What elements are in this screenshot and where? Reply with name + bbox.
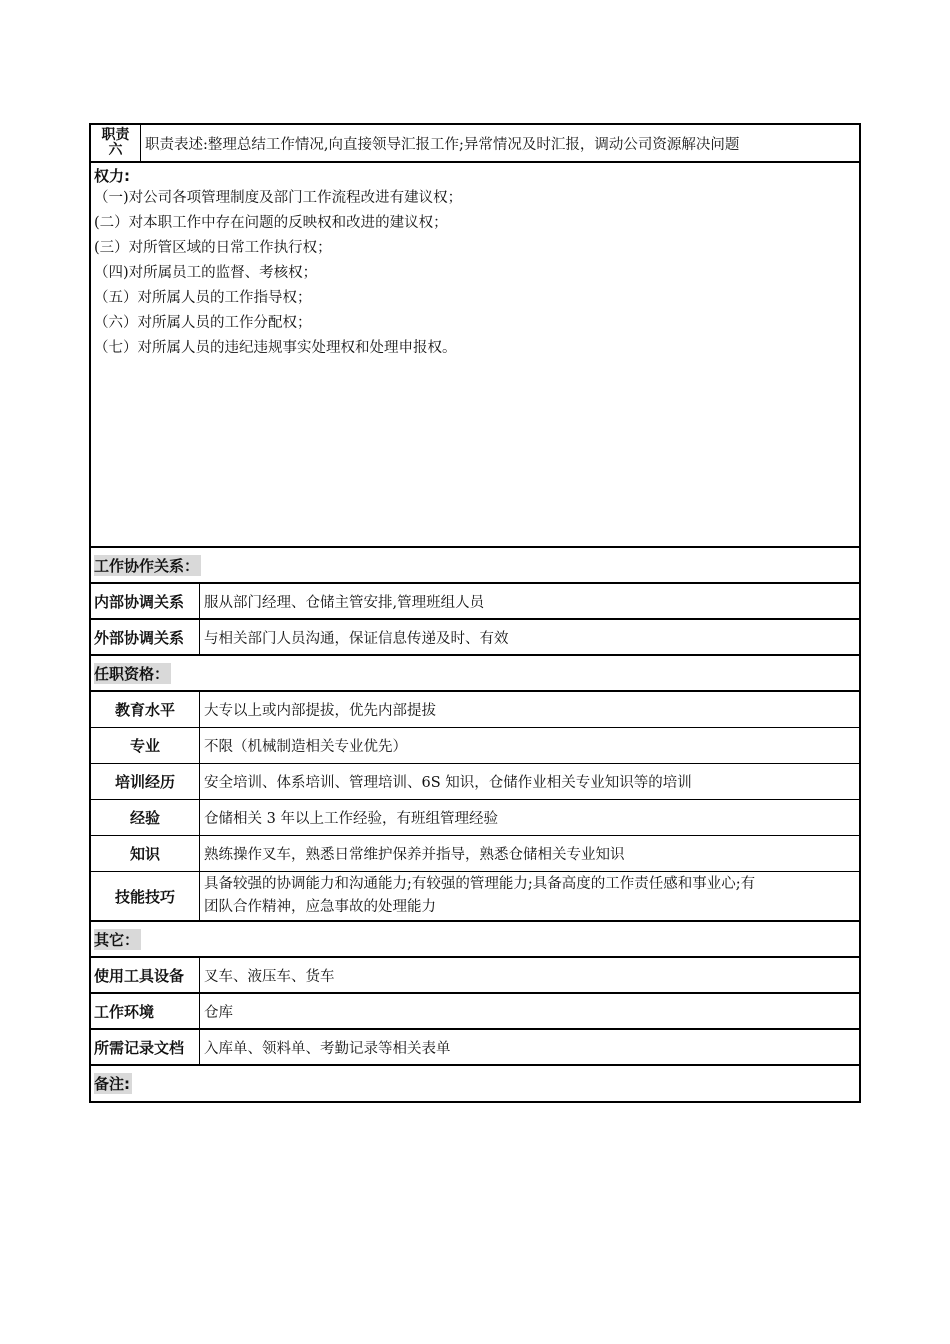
- environment-label: 工作环境: [91, 994, 200, 1028]
- internal-coordination-row: [91, 584, 859, 620]
- powers-item: (二）对本职工作中存在问题的反映权和改进的建议权；: [94, 215, 448, 231]
- powers-item: （五）对所属人员的工作指导权；: [94, 290, 312, 306]
- internal-coordination-label: 内部协调关系: [91, 584, 200, 618]
- other-header-row: [91, 922, 859, 958]
- cooperation-title: [91, 548, 859, 582]
- other-title: [91, 922, 859, 956]
- external-coordination-label: 外部协调关系: [91, 620, 200, 654]
- education-value: 大专以上或内部提拔，优先内部提拔: [204, 703, 436, 719]
- powers-item: （四)对所属员工的监督、考核权；: [94, 265, 318, 281]
- powers-item: （六）对所属人员的工作分配权；: [94, 315, 312, 331]
- remarks-title: [91, 1066, 859, 1101]
- qualification-row: [91, 836, 859, 872]
- records-value: 入库单、领料单、考勤记录等相关表单: [204, 1040, 451, 1057]
- cooperation-header-row: [91, 548, 859, 584]
- qualification-row: [91, 692, 859, 728]
- environment-value: 仓库: [204, 1004, 233, 1021]
- duty-label-line1: 职责: [101, 127, 130, 143]
- qualification-row: [91, 800, 859, 836]
- major-value: 不限（机械制造相关专业优先）: [204, 739, 407, 755]
- powers-section: [91, 163, 859, 548]
- training-label: 培训经历: [91, 764, 200, 799]
- skills-label: 技能技巧: [91, 872, 200, 920]
- major-label: 专业: [91, 728, 200, 763]
- cooperation-title-text: 工作协作关系：: [94, 556, 200, 575]
- powers-title: 权力:: [94, 167, 130, 185]
- experience-label: 经验: [91, 800, 200, 835]
- experience-value: 仓储相关 3 年以上工作经验，有班组管理经验: [204, 811, 498, 827]
- duty-label-line2: 六: [108, 142, 123, 158]
- skills-line: 团队合作精神，应急事故的处理能力: [204, 899, 436, 915]
- internal-coordination-value: 服从部门经理、仓储主管安排,管理班组人员: [204, 594, 485, 611]
- qualification-row: [91, 764, 859, 800]
- other-title-text: 其它：: [94, 930, 140, 949]
- skills-line: 具备较强的协调能力和沟通能力;有较强的管理能力;具备高度的工作责任感和事业心;有: [204, 876, 756, 892]
- records-row: [91, 1030, 859, 1066]
- training-value: 安全培训、体系培训、管理培训、6S 知识，仓储作业相关专业知识等的培训: [204, 775, 692, 791]
- external-coordination-value: 与相关部门人员沟通，保证信息传递及时、有效: [204, 630, 509, 647]
- skills-value: [200, 872, 859, 920]
- duty-label: [91, 125, 141, 161]
- external-coordination-row: [91, 620, 859, 656]
- qualifications-header-row: [91, 656, 859, 692]
- powers-cell: [91, 163, 859, 546]
- knowledge-label: 知识: [91, 836, 200, 871]
- qualification-row: [91, 728, 859, 764]
- remarks-title-text: 备注:: [94, 1075, 130, 1093]
- job-description-table: [89, 123, 861, 1103]
- tools-row: [91, 958, 859, 994]
- knowledge-value: 熟练操作叉车，熟悉日常维护保养并指导，熟悉仓储相关专业知识: [204, 847, 625, 863]
- qualifications-title-text: 任职资格：: [94, 664, 170, 683]
- environment-row: [91, 994, 859, 1030]
- skills-row: [91, 872, 859, 922]
- qualifications-title: [91, 656, 859, 690]
- tools-label: 使用工具设备: [91, 958, 200, 992]
- duty-text: 职责表述:整理总结工作情况,向直接领导汇报工作;异常情况及时汇报，调动公司资源解决问题: [145, 136, 740, 153]
- education-label: 教育水平: [91, 692, 200, 727]
- powers-item: （一)对公司各项管理制度及部门工作流程改进有建议权；: [94, 190, 463, 206]
- records-label: 所需记录文档: [91, 1030, 200, 1064]
- remarks-row: [91, 1066, 859, 1101]
- powers-item: (三）对所管区域的日常工作执行权；: [94, 240, 332, 256]
- powers-item: （七）对所属人员的违纪违规事实处理权和处理申报权。: [94, 340, 457, 356]
- duty-row: [91, 125, 859, 163]
- tools-value: 叉车、液压车、货车: [204, 968, 335, 985]
